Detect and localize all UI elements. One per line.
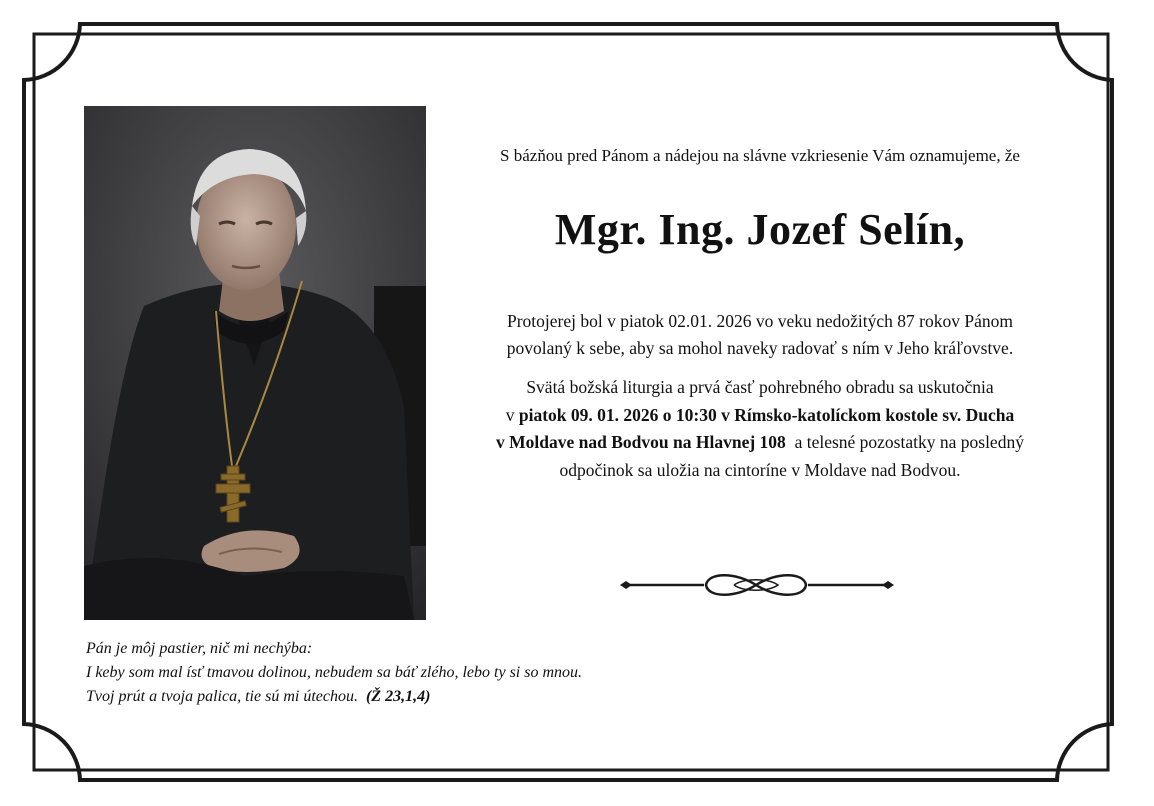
death-announcement-line: Protojerej bol v piatok 02.01. 2026 vo veku nedožitých 87 rokov Pánom — [507, 311, 1013, 331]
funeral-details-line — [430, 429, 1090, 457]
intro-text: S bázňou pred Pánom a nádejou na slávne vzkriesenie Vám oznamujeme, že — [500, 146, 1020, 165]
funeral-address: v Moldave nad Bodvou na Hlavnej 108 — [496, 432, 786, 452]
death-announcement — [430, 308, 1090, 362]
psalm-line-text: Tvoj prút a tvoja palica, tie sú mi útechou. — [86, 688, 362, 705]
psalm-line: I keby som mal ísť tmavou dolinou, nebudem sa báť zlého, lebo ty si so mnou. — [86, 664, 583, 681]
psalm-reference: (Ž 23,1,4) — [361, 688, 431, 705]
funeral-details-line: Svätá božská liturgia a prvá časť pohrebného obradu sa uskutočnia — [526, 377, 994, 397]
death-announcement-line: povolaný k sebe, aby sa mohol naveky radovať s ním v Jeho kráľovstve. — [506, 338, 1014, 358]
funeral-prefix: v — [505, 404, 519, 425]
funeral-date-place: piatok 09. 01. 2026 o 10:30 v Rímsko-katolíckom kostole sv. Ducha — [518, 404, 1015, 425]
funeral-details-line: odpočinok sa uložia na cintoríne v Moldave nad Bodvou. — [559, 459, 961, 480]
funeral-details — [430, 374, 1090, 484]
portrait-photo — [84, 106, 426, 620]
ornament-divider-icon — [616, 570, 896, 600]
funeral-burial-text: a telesné pozostatky na posledný — [785, 432, 1024, 452]
psalm-line: Pán je môj pastier, nič mi nechýba: — [86, 640, 313, 657]
funeral-details-line — [430, 402, 1090, 430]
deceased-name: Mgr. Ing. Jozef Selín, — [554, 205, 966, 254]
psalm-quote — [86, 637, 786, 709]
psalm-line — [86, 685, 786, 709]
